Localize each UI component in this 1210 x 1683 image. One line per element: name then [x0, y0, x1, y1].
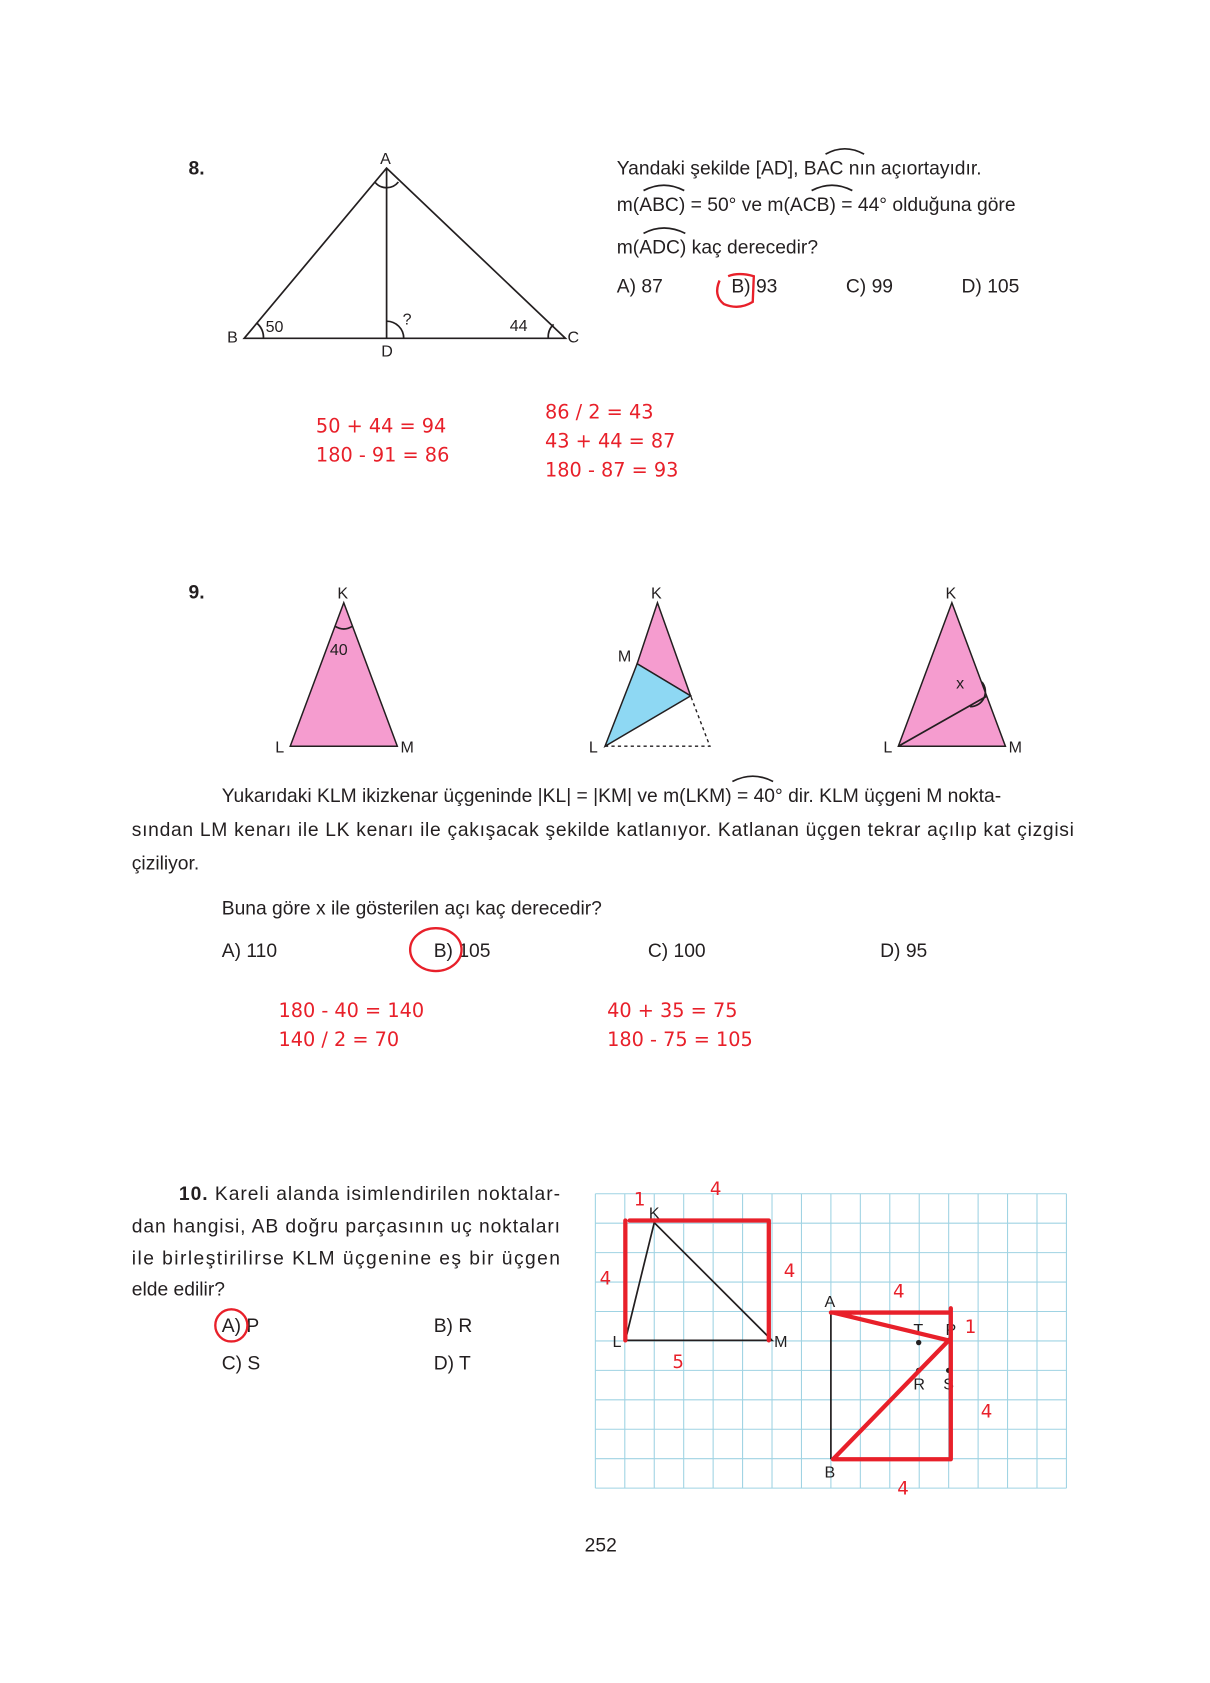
- svg-text:K: K: [945, 584, 957, 603]
- question-10: [132, 1179, 1067, 1500]
- option-c[interactable]: C) 99: [845, 276, 894, 298]
- svg-text:R: R: [913, 1375, 925, 1394]
- svg-text:K: K: [651, 584, 662, 603]
- q8-text-line-2: m(ABC) = 50° ve m(ACB) = 44° olduğuna göre: [616, 194, 1016, 216]
- option-c[interactable]: C) S: [221, 1353, 261, 1375]
- question-number: 9.: [188, 582, 205, 604]
- svg-text:S: S: [943, 1375, 955, 1394]
- svg-text:T: T: [913, 1321, 924, 1340]
- svg-text:180 - 40 = 140: 180 - 40 = 140: [278, 999, 425, 1023]
- svg-text:L: L: [275, 738, 285, 757]
- svg-text:180 - 75 = 105: 180 - 75 = 105: [607, 1027, 753, 1051]
- svg-text:P: P: [945, 1321, 957, 1340]
- figure-3-triangle-with-fold-line: [883, 584, 1022, 756]
- svg-text:B: B: [824, 1463, 836, 1482]
- svg-text:4: 4: [980, 1401, 993, 1423]
- figure-2-folded-triangle: [589, 584, 710, 756]
- option-a[interactable]: A) 87: [616, 276, 663, 298]
- question-9: [132, 582, 1074, 1051]
- angle-d-label: ?: [402, 310, 412, 329]
- svg-text:M: M: [1008, 738, 1022, 757]
- option-b[interactable]: B) 105: [433, 941, 491, 963]
- svg-text:L: L: [883, 738, 893, 757]
- q10-line-2: dan hangisi, AB doğru parçasının uç noktaları: [131, 1216, 561, 1238]
- svg-text:A: A: [824, 1293, 836, 1312]
- svg-text:4: 4: [783, 1261, 796, 1283]
- svg-text:M: M: [774, 1332, 788, 1351]
- question-number: 8.: [188, 158, 205, 180]
- svg-text:L: L: [612, 1332, 622, 1351]
- svg-text:180 - 87 = 93: 180 - 87 = 93: [545, 458, 679, 482]
- svg-text:4: 4: [709, 1178, 722, 1200]
- svg-text:4: 4: [599, 1268, 612, 1290]
- grid-figures: [612, 1204, 956, 1481]
- q10-line-3: ile birleştirilirse KLM üçgenine eş bir üçgen: [131, 1248, 561, 1270]
- q9-paragraph-line-2: sından LM kenarı ile LK kenarı ile çakışacak şekilde katlanıyor. Katlanan üçgen tekrar açılıp kat çizgisi: [131, 820, 1074, 842]
- q8-text-line-1: Yandaki şekilde [AD], BAC nın açıortayıdır.: [616, 158, 982, 180]
- vertex-d-label: D: [381, 342, 393, 361]
- angle-b-label: 50: [265, 317, 284, 336]
- option-a[interactable]: A) P: [221, 1315, 260, 1337]
- svg-text:x: x: [956, 674, 965, 693]
- svg-text:4: 4: [897, 1478, 909, 1500]
- figure-1-isosceles-triangle: [275, 584, 414, 756]
- svg-text:40 + 35 = 75: 40 + 35 = 75: [607, 999, 738, 1023]
- option-d[interactable]: D) 105: [961, 276, 1020, 298]
- svg-text:1: 1: [964, 1316, 977, 1338]
- svg-text:K: K: [648, 1204, 660, 1223]
- question-8: [189, 149, 1020, 482]
- q9-options: [222, 928, 928, 971]
- page-number: 252: [584, 1535, 617, 1557]
- q8-options: [617, 274, 1020, 307]
- svg-text:5: 5: [672, 1352, 685, 1374]
- q9-paragraph-line-3: çiziliyor.: [131, 853, 200, 875]
- svg-text:86 / 2 = 43: 86 / 2 = 43: [545, 400, 654, 424]
- vertex-b-label: B: [227, 328, 238, 347]
- svg-text:140 / 2 = 70: 140 / 2 = 70: [278, 1027, 400, 1051]
- svg-text:M: M: [400, 738, 414, 757]
- triangle-abc-figure: [227, 150, 579, 361]
- q9-handwritten-work: [278, 999, 752, 1051]
- svg-text:1: 1: [633, 1189, 646, 1211]
- svg-text:43 + 44 = 87: 43 + 44 = 87: [545, 429, 676, 453]
- q8-text-line-3: m(ADC) kaç derecedir?: [616, 237, 819, 259]
- svg-text:180 - 91 = 86: 180 - 91 = 86: [315, 443, 450, 467]
- option-b[interactable]: B) R: [433, 1315, 473, 1337]
- q8-handwritten-work: [316, 401, 679, 482]
- vertex-a-label: A: [380, 149, 391, 168]
- svg-text:K: K: [337, 584, 349, 603]
- option-c[interactable]: C) 100: [647, 941, 706, 963]
- option-d[interactable]: D) 95: [880, 941, 928, 963]
- svg-text:L: L: [588, 738, 598, 757]
- svg-text:50 + 44 = 94: 50 + 44 = 94: [315, 414, 447, 438]
- option-a[interactable]: A) 110: [221, 941, 278, 963]
- q10-line-1: 10. Kareli alanda isimlendirilen noktalar-: [178, 1184, 561, 1206]
- q9-paragraph-line-1: Yukarıdaki KLM ikizkenar üçgeninde |KL| = |KM| ve m(LKM) = 40° dir. KLM üçgeni M nokta-: [221, 785, 1002, 807]
- q10-line-4: elde edilir?: [131, 1279, 225, 1301]
- q9-question: Buna göre x ile gösterilen açı kaç derecedir?: [221, 898, 602, 920]
- vertex-c-label: C: [567, 328, 580, 347]
- q10-options: [215, 1309, 472, 1374]
- svg-text:40: 40: [329, 641, 348, 660]
- option-b[interactable]: B) 93: [731, 276, 778, 298]
- svg-text:4: 4: [892, 1281, 905, 1303]
- angle-c-label: 44: [509, 316, 528, 335]
- option-d[interactable]: D) T: [433, 1353, 471, 1375]
- svg-text:M: M: [617, 647, 632, 666]
